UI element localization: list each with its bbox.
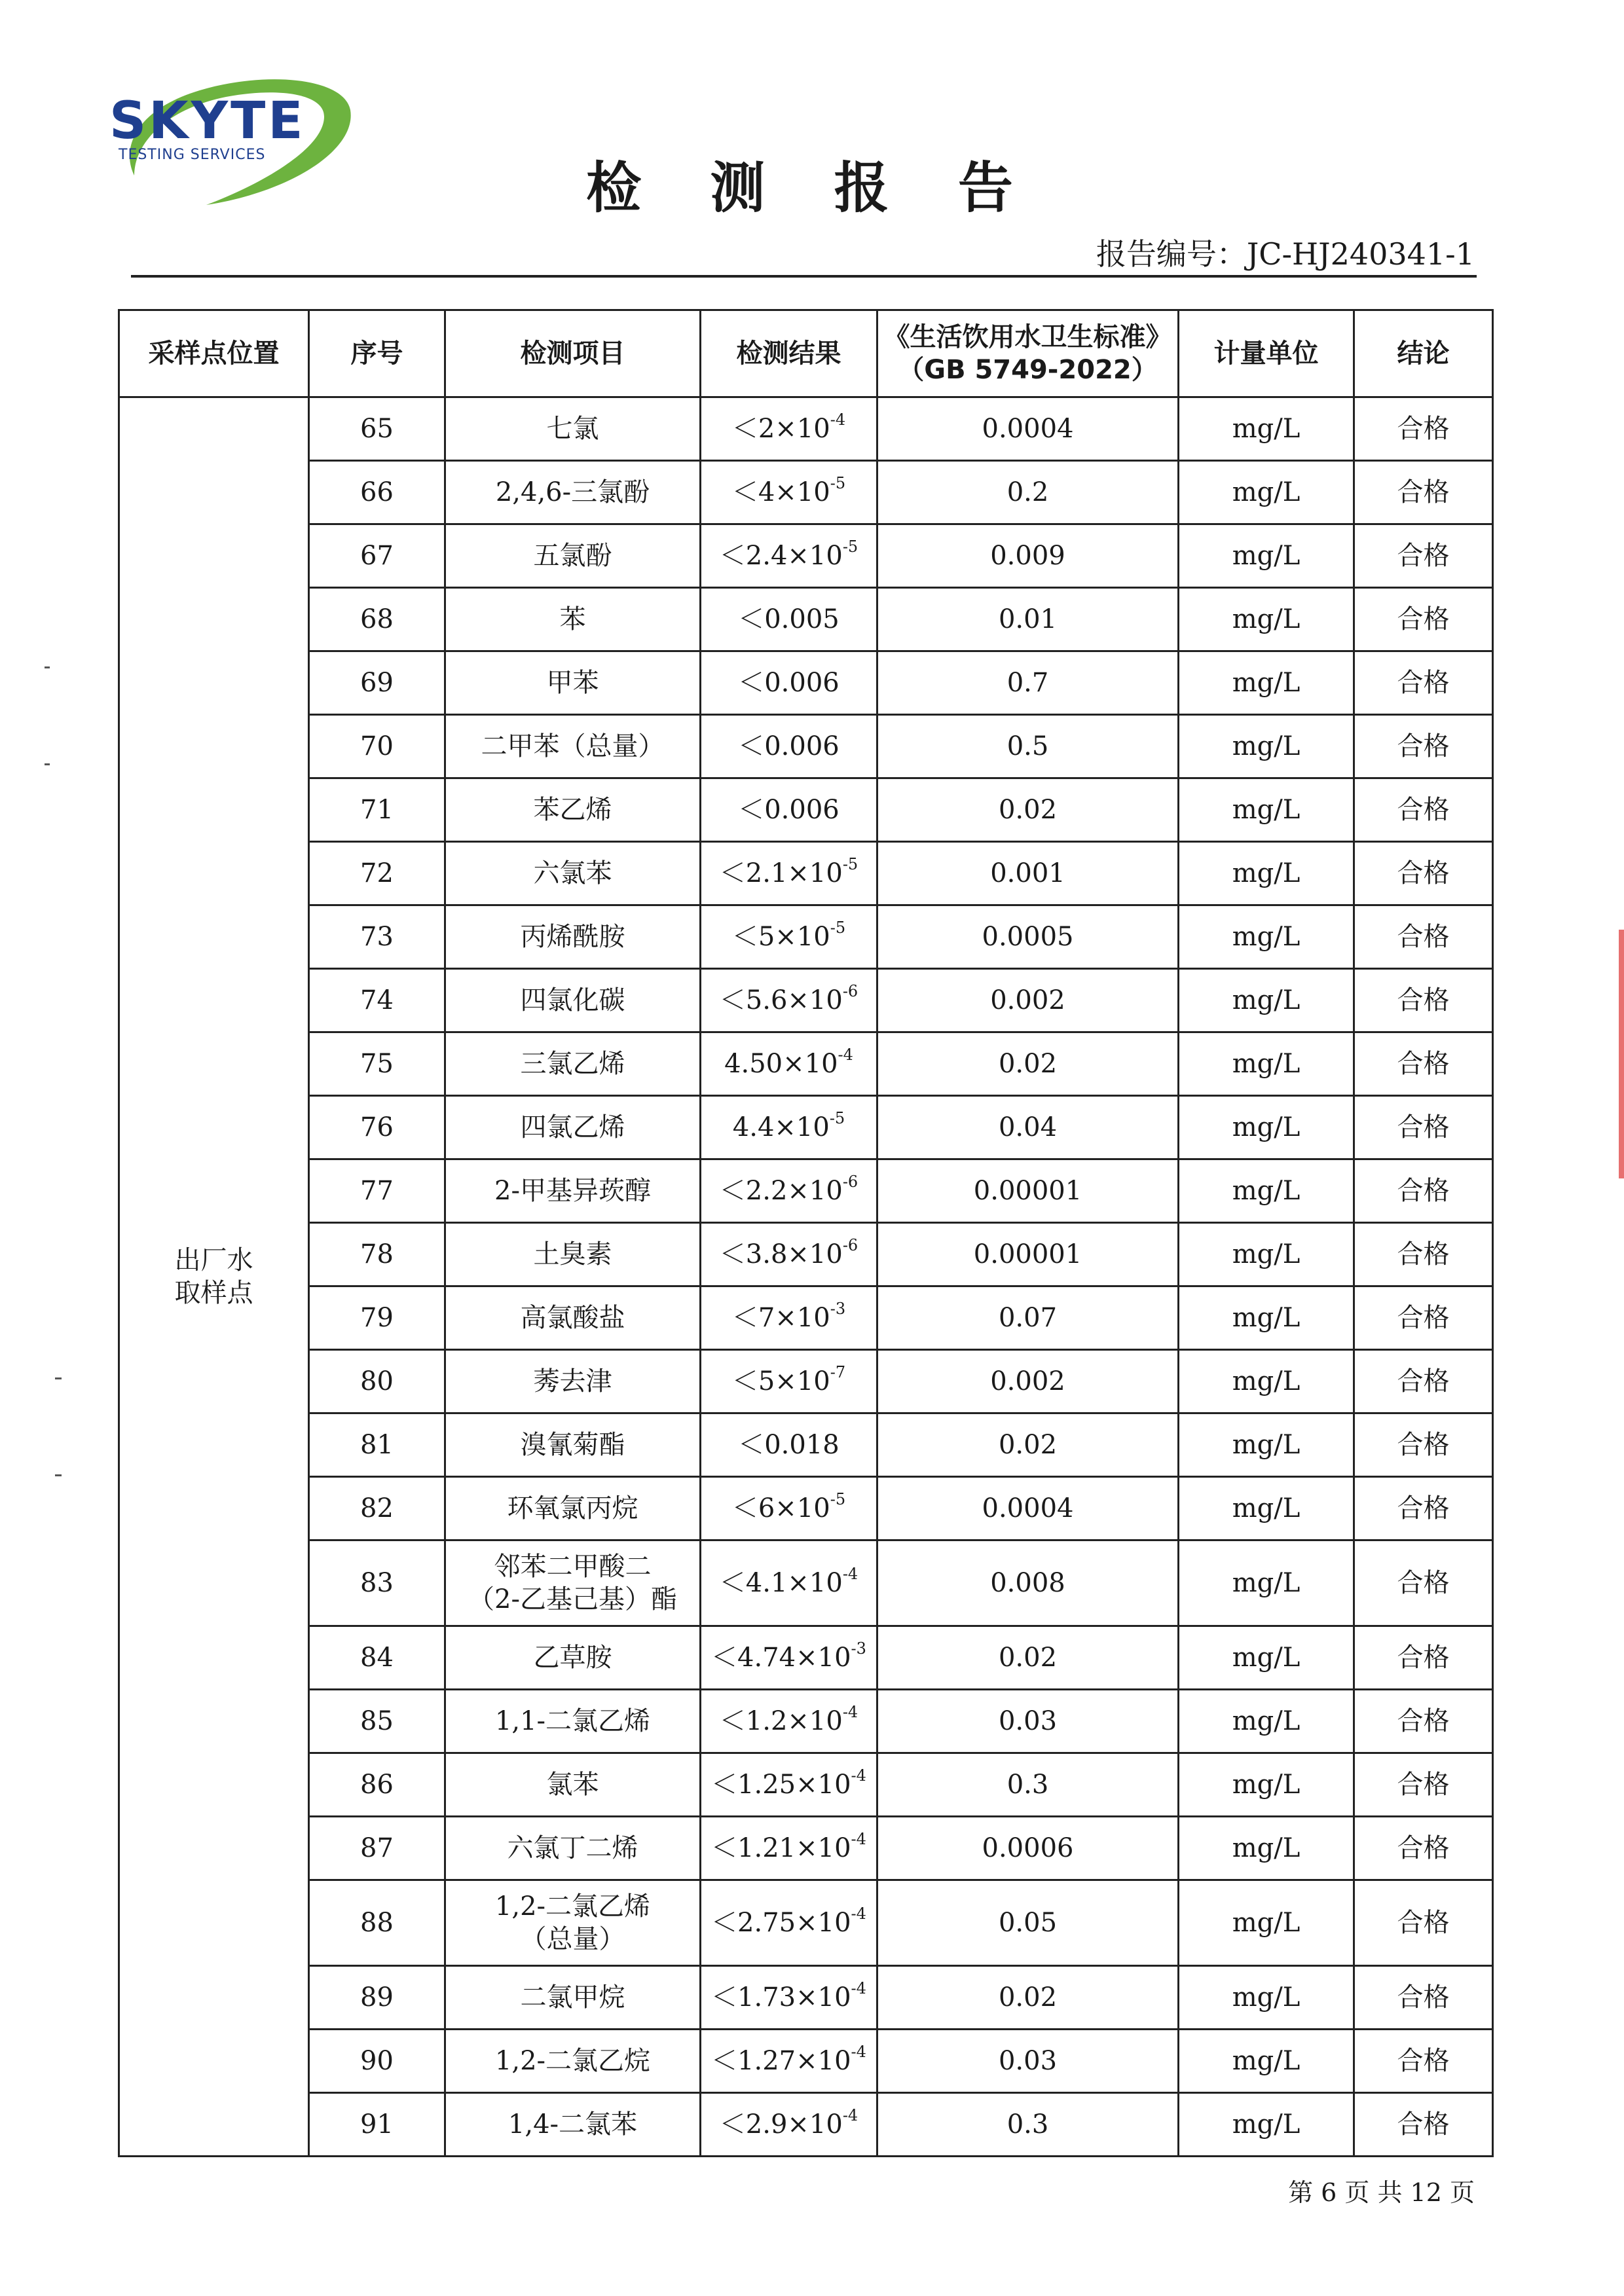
result-value: ＜0.018 [738, 1430, 840, 1460]
test-item-cell [445, 1286, 701, 1350]
test-item-cell [445, 1413, 701, 1477]
result-value: ＜5×10 [731, 922, 830, 952]
result-exponent: -5 [842, 855, 858, 873]
standard-limit-cell: 0.0006 [877, 1817, 1179, 1880]
standard-limit-cell: 0.3 [877, 1753, 1179, 1817]
test-result-cell [701, 1626, 877, 1690]
scan-mark [45, 763, 50, 765]
row-index-cell: 69 [309, 651, 445, 715]
logo-tagline: TESTING SERVICES [119, 147, 266, 163]
table-row [119, 1032, 1493, 1096]
test-result-cell [701, 588, 877, 651]
result-value: 4.50×10 [724, 1049, 838, 1079]
test-item-name: 七氯 [546, 414, 599, 444]
standard-limit-cell: 0.002 [877, 969, 1179, 1032]
conclusion-cell: 合格 [1354, 1096, 1493, 1159]
row-index-cell: 66 [309, 461, 445, 524]
test-result-cell [701, 1159, 877, 1223]
test-item-cell [445, 1477, 701, 1540]
unit-cell: mg/L [1179, 1626, 1354, 1690]
test-result-cell [701, 1753, 877, 1817]
table-row [119, 1286, 1493, 1350]
table-row [119, 778, 1493, 842]
test-item-cell [445, 1880, 701, 1966]
unit-cell: mg/L [1179, 1223, 1354, 1286]
test-item-name: 苯乙烯 [533, 795, 612, 825]
row-index-cell: 85 [309, 1690, 445, 1753]
conclusion-cell: 合格 [1354, 969, 1493, 1032]
row-index-cell: 79 [309, 1286, 445, 1350]
standard-limit-cell: 0.2 [877, 461, 1179, 524]
test-item-cell [445, 1032, 701, 1096]
result-exponent: -6 [842, 1236, 858, 1254]
conclusion-cell: 合格 [1354, 715, 1493, 778]
standard-limit-cell: 0.009 [877, 524, 1179, 588]
results-table [118, 309, 1494, 2157]
standard-limit-cell: 0.02 [877, 1413, 1179, 1477]
test-item-name: 六氯丁二烯 [507, 1833, 638, 1863]
conclusion-cell: 合格 [1354, 1626, 1493, 1690]
result-value: ＜2.2×10 [719, 1176, 843, 1206]
row-index-cell: 70 [309, 715, 445, 778]
report-number: 报告编号：JC-HJ240341-1 [1096, 236, 1475, 272]
row-index-cell: 77 [309, 1159, 445, 1223]
unit-cell: mg/L [1179, 969, 1354, 1032]
test-result-cell [701, 969, 877, 1032]
header-standard-line1: 《生活饮用水卫生标准》 [883, 322, 1172, 352]
test-item-cell [445, 1690, 701, 1753]
unit-cell: mg/L [1179, 1286, 1354, 1350]
result-exponent: -6 [842, 982, 858, 1000]
unit-cell: mg/L [1179, 461, 1354, 524]
conclusion-cell: 合格 [1354, 397, 1493, 461]
result-value: ＜1.27×10 [711, 2046, 851, 2076]
conclusion-cell: 合格 [1354, 1753, 1493, 1817]
test-item-name-line2: （2-乙基己基）酯 [468, 1584, 677, 1614]
test-item-name: 氯苯 [546, 1770, 599, 1800]
test-item-name: 四氯乙烯 [520, 1112, 625, 1142]
conclusion-cell: 合格 [1354, 1159, 1493, 1223]
result-value: ＜0.006 [738, 795, 840, 825]
result-exponent: -4 [842, 2106, 858, 2124]
test-result-cell [701, 1096, 877, 1159]
header-conclusion: 结论 [1354, 310, 1493, 397]
unit-cell: mg/L [1179, 2030, 1354, 2093]
scan-mark [55, 1377, 62, 1379]
result-value: ＜1.73×10 [711, 1982, 851, 2013]
table-row [119, 1690, 1493, 1753]
test-item-name-line2: （总量） [520, 1924, 625, 1954]
result-exponent: -4 [842, 1565, 858, 1583]
test-result-cell [701, 1477, 877, 1540]
test-item-name: 莠去津 [533, 1366, 612, 1396]
result-value: ＜2.75×10 [711, 1908, 851, 1938]
row-index-cell: 72 [309, 842, 445, 905]
row-index-cell: 67 [309, 524, 445, 588]
result-value: ＜2.9×10 [719, 2109, 843, 2140]
test-item-name: 二氯甲烷 [520, 1982, 625, 2013]
test-result-cell [701, 1413, 877, 1477]
test-item-name: 二甲苯（总量） [481, 731, 665, 761]
test-result-cell [701, 1540, 877, 1626]
standard-limit-cell: 0.02 [877, 778, 1179, 842]
test-item-cell [445, 905, 701, 969]
conclusion-cell: 合格 [1354, 778, 1493, 842]
result-value: ＜2.1×10 [719, 858, 843, 888]
logo-brand: SKYTE [109, 92, 306, 151]
table-row [119, 842, 1493, 905]
unit-cell: mg/L [1179, 715, 1354, 778]
conclusion-cell: 合格 [1354, 1540, 1493, 1626]
conclusion-cell: 合格 [1354, 651, 1493, 715]
conclusion-cell: 合格 [1354, 1477, 1493, 1540]
table-row [119, 651, 1493, 715]
row-index-cell: 71 [309, 778, 445, 842]
standard-limit-cell: 0.3 [877, 2093, 1179, 2157]
sampling-location-line2: 取样点 [174, 1278, 253, 1308]
conclusion-cell: 合格 [1354, 524, 1493, 588]
test-item-cell [445, 1966, 701, 2030]
test-item-cell [445, 2030, 701, 2093]
test-item-cell [445, 1350, 701, 1413]
table-row [119, 2030, 1493, 2093]
row-index-cell: 91 [309, 2093, 445, 2157]
test-item-cell [445, 715, 701, 778]
row-index-cell: 88 [309, 1880, 445, 1966]
result-value: ＜4.1×10 [719, 1568, 843, 1598]
test-item-cell [445, 651, 701, 715]
document-title: 检 测 报 告 [586, 156, 1038, 220]
unit-cell: mg/L [1179, 397, 1354, 461]
result-exponent: -5 [830, 474, 846, 492]
unit-cell: mg/L [1179, 524, 1354, 588]
standard-limit-cell: 0.02 [877, 1626, 1179, 1690]
test-result-cell [701, 2030, 877, 2093]
test-item-cell [445, 524, 701, 588]
table-row [119, 715, 1493, 778]
table-row [119, 1413, 1493, 1477]
standard-limit-cell: 0.008 [877, 1540, 1179, 1626]
result-value: ＜0.006 [738, 731, 840, 761]
standard-limit-cell: 0.002 [877, 1350, 1179, 1413]
table-row [119, 1880, 1493, 1966]
conclusion-cell: 合格 [1354, 588, 1493, 651]
test-item-name: 2-甲基异莰醇 [494, 1176, 651, 1206]
test-item-cell [445, 842, 701, 905]
row-index-cell: 80 [309, 1350, 445, 1413]
result-exponent: -7 [830, 1363, 846, 1381]
test-item-cell [445, 461, 701, 524]
test-item-name: 乙草胺 [533, 1643, 612, 1673]
conclusion-cell: 合格 [1354, 1817, 1493, 1880]
test-item-name: 高氯酸盐 [520, 1303, 625, 1333]
test-item-name: 四氯化碳 [520, 985, 625, 1015]
test-result-cell [701, 461, 877, 524]
header-divider [131, 275, 1477, 278]
unit-cell: mg/L [1179, 1032, 1354, 1096]
standard-limit-cell: 0.02 [877, 1032, 1179, 1096]
unit-cell: mg/L [1179, 842, 1354, 905]
conclusion-cell: 合格 [1354, 1413, 1493, 1477]
test-result-cell [701, 1690, 877, 1753]
test-item-cell [445, 1540, 701, 1626]
result-value: ＜6×10 [731, 1493, 830, 1523]
test-result-cell [701, 1966, 877, 2030]
result-value: ＜7×10 [731, 1303, 830, 1333]
test-result-cell [701, 1880, 877, 1966]
result-exponent: -4 [842, 1703, 858, 1721]
row-index-cell: 84 [309, 1626, 445, 1690]
table-row [119, 1540, 1493, 1626]
table-header-row [119, 310, 1493, 397]
test-item-name: 溴氰菊酯 [520, 1430, 625, 1460]
header-index: 序号 [309, 310, 445, 397]
result-exponent: -4 [851, 1830, 866, 1848]
test-item-name: 邻苯二甲酸二 [494, 1552, 652, 1582]
standard-limit-cell: 0.0005 [877, 905, 1179, 969]
conclusion-cell: 合格 [1354, 2030, 1493, 2093]
test-result-cell [701, 1032, 877, 1096]
test-result-cell [701, 2093, 877, 2157]
test-result-cell [701, 524, 877, 588]
standard-limit-cell: 0.7 [877, 651, 1179, 715]
result-exponent: -4 [851, 2043, 866, 2061]
standard-limit-cell: 0.01 [877, 588, 1179, 651]
test-item-name: 1,2-二氯乙烷 [494, 2046, 651, 2076]
header-standard-line2: （GB 5749-2022） [898, 355, 1158, 385]
test-result-cell [701, 778, 877, 842]
result-value: ＜4.74×10 [711, 1643, 851, 1673]
standard-limit-cell: 0.00001 [877, 1223, 1179, 1286]
test-result-cell [701, 1817, 877, 1880]
standard-limit-cell: 0.0004 [877, 1477, 1179, 1540]
row-index-cell: 81 [309, 1413, 445, 1477]
test-item-cell [445, 1159, 701, 1223]
standard-limit-cell: 0.04 [877, 1096, 1179, 1159]
standard-limit-cell: 0.03 [877, 2030, 1179, 2093]
result-value: ＜1.2×10 [719, 1706, 843, 1736]
result-value: ＜1.25×10 [711, 1770, 851, 1800]
conclusion-cell: 合格 [1354, 1690, 1493, 1753]
table-row [119, 1350, 1493, 1413]
conclusion-cell: 合格 [1354, 1966, 1493, 2030]
row-index-cell: 76 [309, 1096, 445, 1159]
sampling-location-cell [119, 397, 309, 2157]
row-index-cell: 78 [309, 1223, 445, 1286]
sampling-location-line1: 出厂水 [174, 1245, 253, 1275]
unit-cell: mg/L [1179, 778, 1354, 842]
row-index-cell: 83 [309, 1540, 445, 1626]
result-value: ＜0.006 [738, 668, 840, 698]
result-exponent: -3 [830, 1300, 846, 1318]
test-item-cell [445, 1817, 701, 1880]
table-body [119, 397, 1493, 2157]
table-row [119, 1753, 1493, 1817]
result-value: 4.4×10 [732, 1112, 830, 1142]
row-index-cell: 90 [309, 2030, 445, 2093]
unit-cell: mg/L [1179, 1159, 1354, 1223]
conclusion-cell: 合格 [1354, 842, 1493, 905]
conclusion-cell: 合格 [1354, 905, 1493, 969]
result-exponent: -4 [838, 1046, 853, 1064]
result-exponent: -5 [830, 919, 846, 937]
test-item-cell [445, 397, 701, 461]
test-result-cell [701, 1223, 877, 1286]
page-footer: 第 6 页 共 12 页 [1288, 2178, 1475, 2207]
result-exponent: -6 [842, 1173, 858, 1191]
scan-mark [55, 1474, 62, 1476]
table-row [119, 1626, 1493, 1690]
result-exponent: -4 [851, 1904, 866, 1923]
result-exponent: -4 [851, 1979, 866, 1997]
test-item-name: 1,1-二氯乙烯 [494, 1706, 651, 1736]
test-item-name: 1,2-二氯乙烯 [494, 1891, 651, 1922]
unit-cell: mg/L [1179, 1817, 1354, 1880]
table-row [119, 1817, 1493, 1880]
test-item-cell [445, 2093, 701, 2157]
result-exponent: -5 [829, 1109, 845, 1127]
test-result-cell [701, 842, 877, 905]
unit-cell: mg/L [1179, 651, 1354, 715]
result-value: ＜5.6×10 [719, 985, 843, 1015]
standard-limit-cell: 0.05 [877, 1880, 1179, 1966]
table-row [119, 1159, 1493, 1223]
seal-edge-mark [1619, 930, 1624, 1178]
standard-limit-cell: 0.5 [877, 715, 1179, 778]
unit-cell: mg/L [1179, 1477, 1354, 1540]
unit-cell: mg/L [1179, 1096, 1354, 1159]
row-index-cell: 65 [309, 397, 445, 461]
unit-cell: mg/L [1179, 1413, 1354, 1477]
result-exponent: -5 [830, 1490, 846, 1508]
table-row [119, 1096, 1493, 1159]
table-row [119, 588, 1493, 651]
result-exponent: -5 [842, 538, 858, 556]
result-value: ＜5×10 [731, 1366, 830, 1396]
conclusion-cell: 合格 [1354, 1286, 1493, 1350]
test-item-name: 五氯酚 [533, 541, 612, 571]
standard-limit-cell: 0.0004 [877, 397, 1179, 461]
test-result-cell [701, 1350, 877, 1413]
unit-cell: mg/L [1179, 1966, 1354, 2030]
row-index-cell: 68 [309, 588, 445, 651]
row-index-cell: 74 [309, 969, 445, 1032]
test-item-cell [445, 778, 701, 842]
result-value: ＜2×10 [731, 414, 830, 444]
test-result-cell [701, 905, 877, 969]
result-value: ＜1.21×10 [711, 1833, 851, 1863]
result-value: ＜0.005 [738, 604, 840, 634]
test-item-name: 1,4-二氯苯 [507, 2109, 638, 2140]
result-exponent: -4 [830, 410, 846, 429]
scan-mark [45, 666, 50, 668]
test-item-name: 环氧氯丙烷 [507, 1493, 638, 1523]
table-row [119, 1477, 1493, 1540]
unit-cell: mg/L [1179, 2093, 1354, 2157]
test-item-cell [445, 969, 701, 1032]
header-unit: 计量单位 [1179, 310, 1354, 397]
test-result-cell [701, 715, 877, 778]
row-index-cell: 89 [309, 1966, 445, 2030]
test-item-name: 土臭素 [533, 1239, 612, 1269]
header-standard [877, 310, 1179, 397]
unit-cell: mg/L [1179, 1880, 1354, 1966]
header-location: 采样点位置 [119, 310, 309, 397]
conclusion-cell: 合格 [1354, 2093, 1493, 2157]
header-item: 检测项目 [445, 310, 701, 397]
test-item-cell [445, 1096, 701, 1159]
row-index-cell: 75 [309, 1032, 445, 1096]
standard-limit-cell: 0.00001 [877, 1159, 1179, 1223]
row-index-cell: 82 [309, 1477, 445, 1540]
test-item-name: 六氯苯 [533, 858, 612, 888]
test-item-name: 甲苯 [546, 668, 599, 698]
standard-limit-cell: 0.03 [877, 1690, 1179, 1753]
test-result-cell [701, 1286, 877, 1350]
test-item-cell [445, 1223, 701, 1286]
table-row [119, 461, 1493, 524]
test-item-name: 2,4,6-三氯酚 [495, 477, 650, 507]
table-row [119, 969, 1493, 1032]
row-index-cell: 86 [309, 1753, 445, 1817]
test-item-name: 三氯乙烯 [520, 1049, 625, 1079]
unit-cell: mg/L [1179, 1690, 1354, 1753]
unit-cell: mg/L [1179, 1753, 1354, 1817]
result-exponent: -4 [851, 1766, 866, 1785]
test-item-cell [445, 588, 701, 651]
conclusion-cell: 合格 [1354, 1032, 1493, 1096]
table-row [119, 1966, 1493, 2030]
table-row [119, 397, 1493, 461]
test-item-cell [445, 1753, 701, 1817]
standard-limit-cell: 0.02 [877, 1966, 1179, 2030]
unit-cell: mg/L [1179, 1540, 1354, 1626]
conclusion-cell: 合格 [1354, 1880, 1493, 1966]
test-item-cell [445, 1626, 701, 1690]
test-result-cell [701, 651, 877, 715]
test-item-name: 苯 [559, 604, 586, 634]
test-result-cell [701, 397, 877, 461]
table-row [119, 2093, 1493, 2157]
result-value: ＜4×10 [731, 477, 830, 507]
result-value: ＜2.4×10 [719, 541, 843, 571]
table-row [119, 1223, 1493, 1286]
test-item-name: 丙烯酰胺 [520, 922, 625, 952]
standard-limit-cell: 0.07 [877, 1286, 1179, 1350]
unit-cell: mg/L [1179, 1350, 1354, 1413]
conclusion-cell: 合格 [1354, 461, 1493, 524]
unit-cell: mg/L [1179, 905, 1354, 969]
standard-limit-cell: 0.001 [877, 842, 1179, 905]
table-row [119, 524, 1493, 588]
conclusion-cell: 合格 [1354, 1223, 1493, 1286]
result-value: ＜3.8×10 [719, 1239, 843, 1269]
row-index-cell: 73 [309, 905, 445, 969]
header-result: 检测结果 [701, 310, 877, 397]
table-row [119, 905, 1493, 969]
unit-cell: mg/L [1179, 588, 1354, 651]
result-exponent: -3 [851, 1639, 866, 1658]
row-index-cell: 87 [309, 1817, 445, 1880]
conclusion-cell: 合格 [1354, 1350, 1493, 1413]
